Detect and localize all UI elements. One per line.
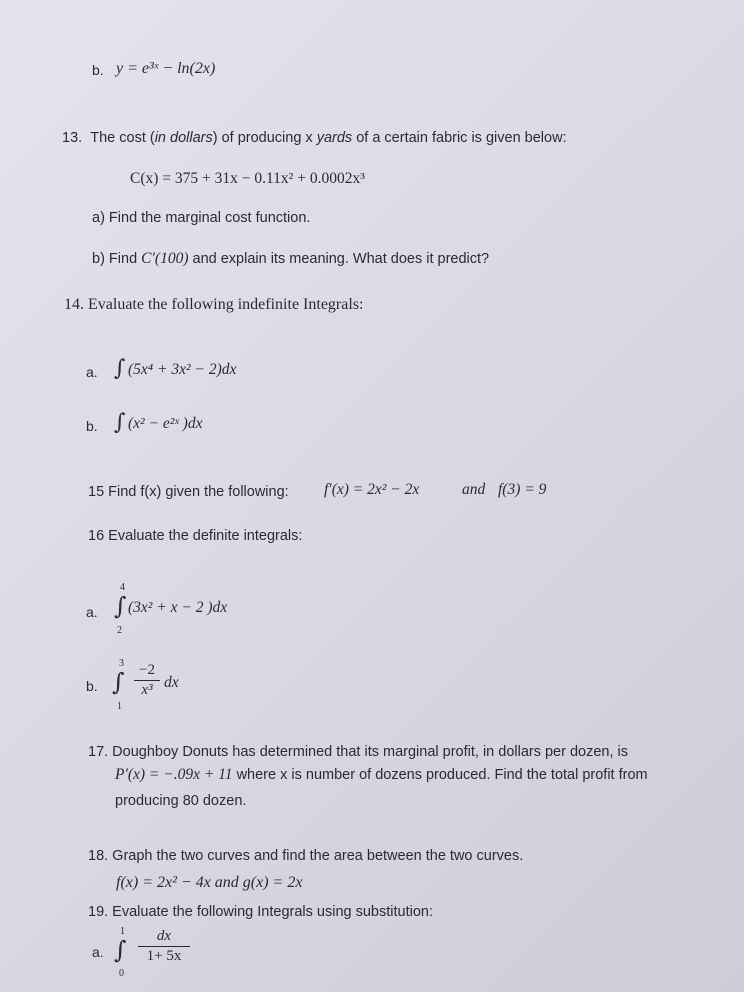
item-13b-formula: C′(100) xyxy=(141,250,189,267)
fraction-bar xyxy=(138,946,190,947)
item-16a-upper-limit: 4 xyxy=(120,582,125,593)
item-13-cost-formula: C(x) = 375 + 31x − 0.11x² + 0.0002x³ xyxy=(130,170,365,187)
item-13b-post: and explain its meaning. What does it predict? xyxy=(188,251,490,267)
item-17-line2-text: where x is number of dozens produced. Find the total profit from xyxy=(232,767,648,783)
item-16b-numerator: −2 xyxy=(139,662,155,678)
item-13b-pre: b) Find xyxy=(92,251,142,267)
item-13b xyxy=(92,250,489,268)
item-15-formula1: f′(x) = 2x² − 2x xyxy=(324,481,420,498)
item-15-formula2: f(3) = 9 xyxy=(498,481,547,498)
integral-sign-icon: ∫ xyxy=(114,592,127,620)
item-15-and: and xyxy=(462,481,486,498)
item-19a-upper-limit: 1 xyxy=(120,926,125,937)
item-13-text-italic2: yards xyxy=(316,130,353,146)
integral-sign-icon: ∫ xyxy=(114,356,126,381)
item-19a-lower-limit: 0 xyxy=(119,968,124,979)
item-16b-fraction xyxy=(134,662,160,699)
item-15-text: 15 Find f(x) given the following: xyxy=(88,484,289,500)
integral-sign-icon: ∫ xyxy=(112,668,125,696)
item-17-line3: producing 80 dozen. xyxy=(115,793,247,809)
item-14b-formula: (x² − e²ˣ )dx xyxy=(128,415,203,432)
item-16-title: 16 Evaluate the definite integrals: xyxy=(88,528,303,544)
item-16a-formula: (3x² + x − 2 )dx xyxy=(128,599,228,616)
item-18-formula: f(x) = 2x² − 4x and g(x) = 2x xyxy=(116,874,303,891)
item-13-text-italic1: in dollars xyxy=(154,130,213,146)
item-17-line1: 17. Doughboy Donuts has determined that its marginal profit, in dollars per dozen, is xyxy=(88,744,629,760)
item-14a-formula: (5x⁴ + 3x² − 2)dx xyxy=(128,361,237,378)
item-17-line2 xyxy=(115,766,648,784)
item-13-text-mid: ) of producing x xyxy=(212,130,317,146)
item-19-title: 19. Evaluate the following Integrals using substitution: xyxy=(88,904,433,920)
item-17-formula: P′(x) = −.09x + 11 xyxy=(115,766,233,783)
fraction-bar xyxy=(134,680,160,681)
item-13-number: 13. xyxy=(62,130,83,146)
item-19a-fraction xyxy=(138,928,190,965)
item-14a-label: a. xyxy=(86,364,98,380)
item-16a-label: a. xyxy=(86,604,98,620)
item-18-title: 18. Graph the two curves and find the area between the two curves. xyxy=(88,848,524,864)
item-13a: a) Find the marginal cost function. xyxy=(92,210,311,226)
item-13-text-pre: The cost ( xyxy=(90,130,155,146)
item-16b-denominator: x³ xyxy=(141,682,153,698)
item-16b-lower-limit: 1 xyxy=(117,701,122,712)
item-13-question xyxy=(62,130,567,146)
item-19a-label: a. xyxy=(92,944,104,960)
item-14b-label: b. xyxy=(86,418,98,434)
item-19a-denominator: 1+ 5x xyxy=(146,948,182,964)
item-16a-lower-limit: 2 xyxy=(117,625,122,636)
integral-sign-icon: ∫ xyxy=(114,410,126,435)
item-19a-numerator: dx xyxy=(156,928,172,944)
item-13-text-post: of a certain fabric is given below: xyxy=(352,130,567,146)
item-16b-dx: dx xyxy=(164,674,179,691)
item-12b-label: b. xyxy=(92,62,104,78)
item-16b-upper-limit: 3 xyxy=(119,658,124,669)
integral-sign-icon: ∫ xyxy=(114,936,127,964)
item-16b-label: b. xyxy=(86,678,98,694)
item-12b-formula: y = e³ˣ − ln(2x) xyxy=(116,60,216,77)
item-14-title: 14. Evaluate the following indefinite Integrals: xyxy=(64,296,364,313)
